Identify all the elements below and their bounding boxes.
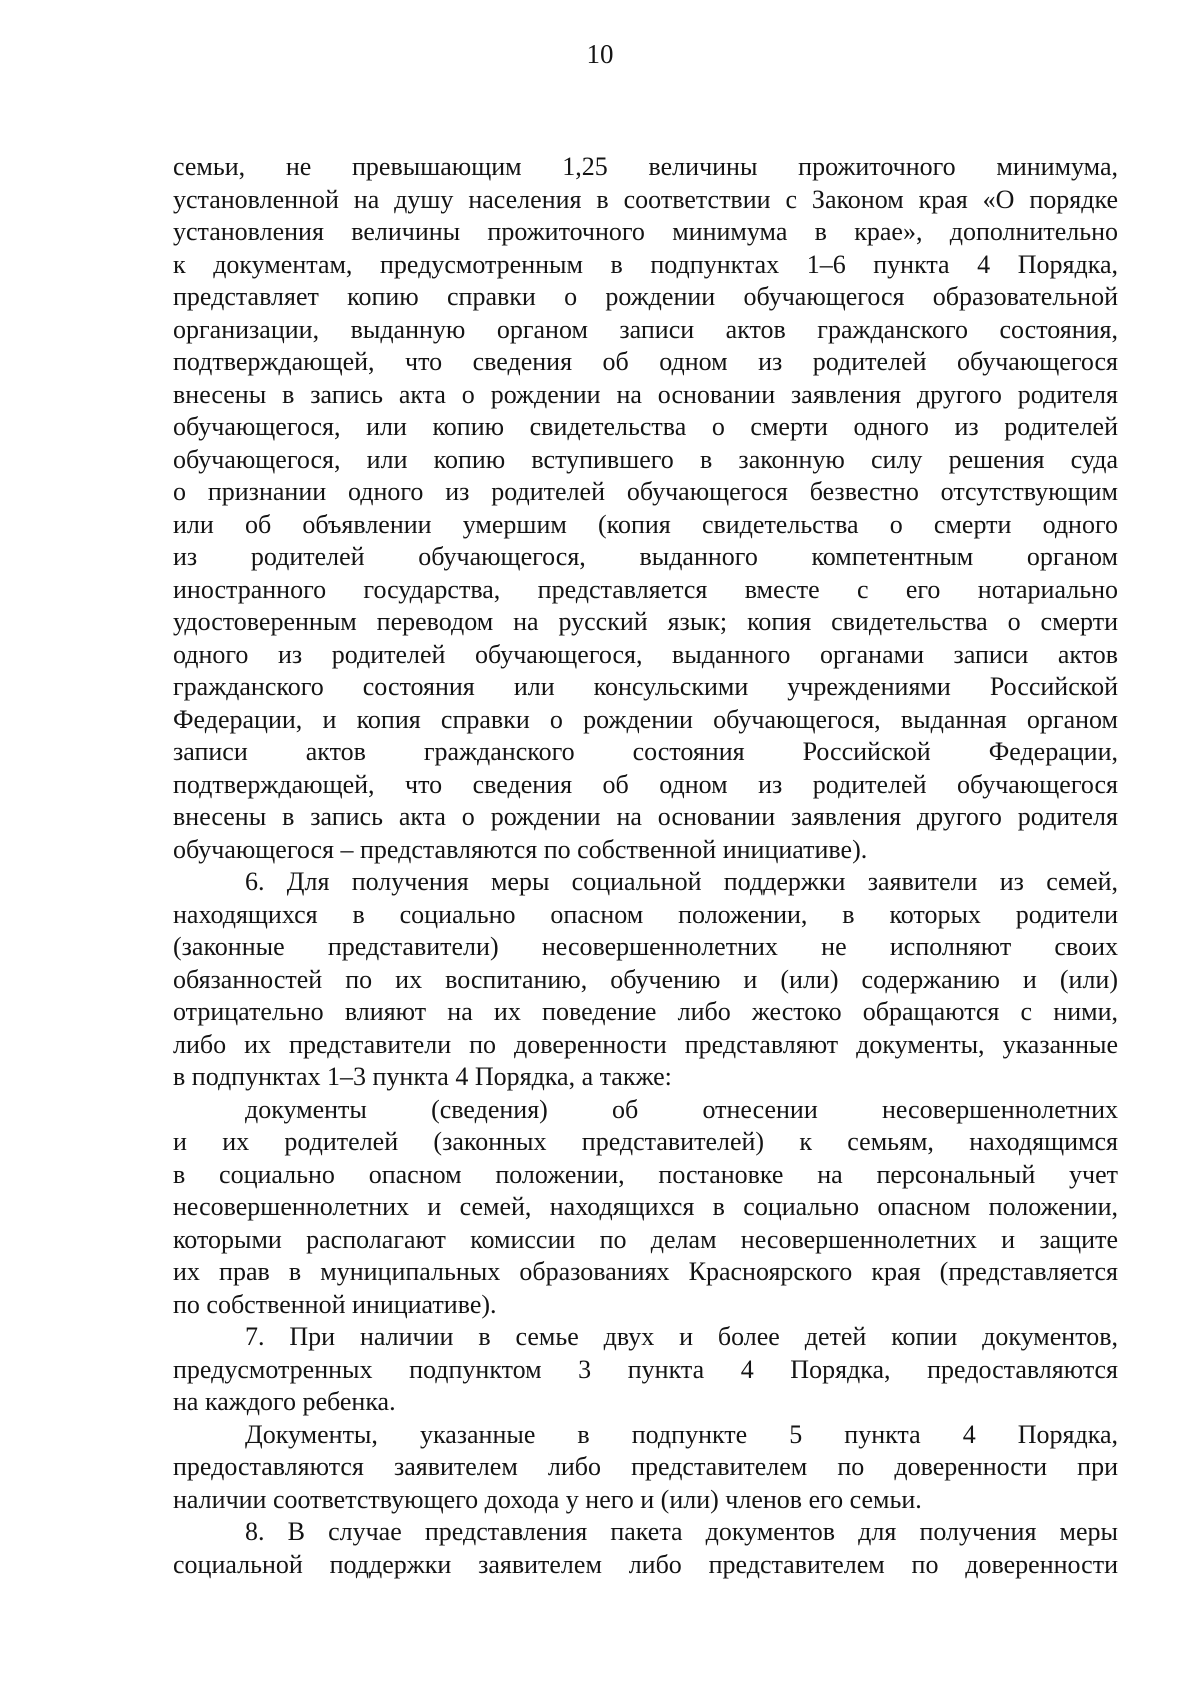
text-line: подтверждающей, что сведения об одном из родителей обучающегося <box>173 347 1118 376</box>
document-body <box>173 151 1118 1581</box>
text-line: обучающегося – представляются по собственной инициативе). <box>173 834 868 864</box>
text-line: документы (сведения) об отнесении несовершеннолетних <box>245 1094 1118 1124</box>
text-line: гражданского состояния или консульскими учреждениями Российской <box>173 672 1118 701</box>
text-line: Документы, указанные в подпункте 5 пункта 4 Порядка, <box>245 1419 1118 1449</box>
text-line: которыми располагают комиссии по делам несовершеннолетних и защите <box>173 1224 1118 1254</box>
text-line: внесены в запись акта о рождении на основании заявления другого родителя <box>173 802 1118 831</box>
text-line: их прав в муниципальных образованиях Красноярского края (представляется <box>173 1257 1118 1286</box>
text-line: подтверждающей, что сведения об одном из родителей обучающегося <box>173 769 1118 799</box>
text-line: 6. Для получения меры социальной поддержки заявители из семей, <box>245 867 1118 896</box>
text-line: обучающегося, или копию вступившего в законную силу решения суда <box>173 444 1118 474</box>
page-number: 10 <box>586 39 614 69</box>
text-line: в социально опасном положении, постановке на персональный учет <box>173 1159 1118 1189</box>
text-line: обязанностей по их воспитанию, обучению и (или) содержанию и (или) <box>173 964 1118 994</box>
text-line: предоставляются заявителем либо представителем по доверенности при <box>173 1452 1118 1481</box>
text-line: одного из родителей обучающегося, выданного органами записи актов <box>173 639 1118 669</box>
text-line: внесены в запись акта о рождении на основании заявления другого родителя <box>173 379 1118 409</box>
text-line: установленной на душу населения в соответствии с Законом края «О порядке <box>173 184 1118 214</box>
text-line: на каждого ребенка. <box>173 1387 396 1416</box>
text-line: в подпунктах 1–3 пункта 4 Порядка, а также: <box>173 1062 672 1091</box>
text-line: о признании одного из родителей обучающегося безвестно отсутствующим <box>173 477 1118 506</box>
text-line: представляет копию справки о рождении обучающегося образовательной <box>173 282 1118 311</box>
text-line: иностранного государства, представляется вместе с его нотариально <box>173 574 1118 604</box>
text-line: к документам, предусмотренным в подпунктах 1–6 пункта 4 Порядка, <box>173 249 1118 279</box>
text-line: семьи, не превышающим 1,25 величины прожиточного минимума, <box>173 152 1118 181</box>
text-line: либо их представители по доверенности представляют документы, указанные <box>173 1029 1118 1059</box>
text-line: или об объявлении умершим (копия свидетельства о смерти одного <box>173 509 1118 539</box>
text-line: наличии соответствующего дохода у него и (или) членов его семьи. <box>173 1484 922 1514</box>
text-line: несовершеннолетних и семей, находящихся в социально опасном положении, <box>173 1192 1118 1221</box>
text-line: установления величины прожиточного минимума в крае», дополнительно <box>173 217 1118 246</box>
text-line: находящихся в социально опасном положении, в которых родители <box>173 899 1118 929</box>
text-line: обучающегося, или копию свидетельства о смерти одного из родителей <box>173 412 1118 441</box>
text-line: Федерации, и копия справки о рождении обучающегося, выданная органом <box>173 704 1118 734</box>
text-line: 8. В случае представления пакета документов для получения меры <box>245 1517 1118 1546</box>
text-line: организации, выданную органом записи актов гражданского состояния, <box>173 314 1118 344</box>
text-line: отрицательно влияют на их поведение либо жестоко обращаются с ними, <box>173 997 1118 1026</box>
text-line: удостоверенным переводом на русский язык; копия свидетельства о смерти <box>173 607 1118 636</box>
text-line: и их родителей (законных представителей) к семьям, находящимся <box>173 1127 1118 1156</box>
text-line: социальной поддержки заявителем либо представителем по доверенности <box>173 1549 1118 1579</box>
text-line: из родителей обучающегося, выданного компетентным органом <box>173 542 1118 571</box>
text-line: предусмотренных подпунктом 3 пункта 4 Порядка, предоставляются <box>173 1354 1118 1384</box>
text-line: (законные представители) несовершеннолетних не исполняют своих <box>173 932 1118 961</box>
text-line: 7. При наличии в семье двух и более детей копии документов, <box>245 1322 1118 1351</box>
text-line: записи актов гражданского состояния Российской Федерации, <box>173 737 1118 766</box>
text-line: по собственной инициативе). <box>173 1289 497 1319</box>
